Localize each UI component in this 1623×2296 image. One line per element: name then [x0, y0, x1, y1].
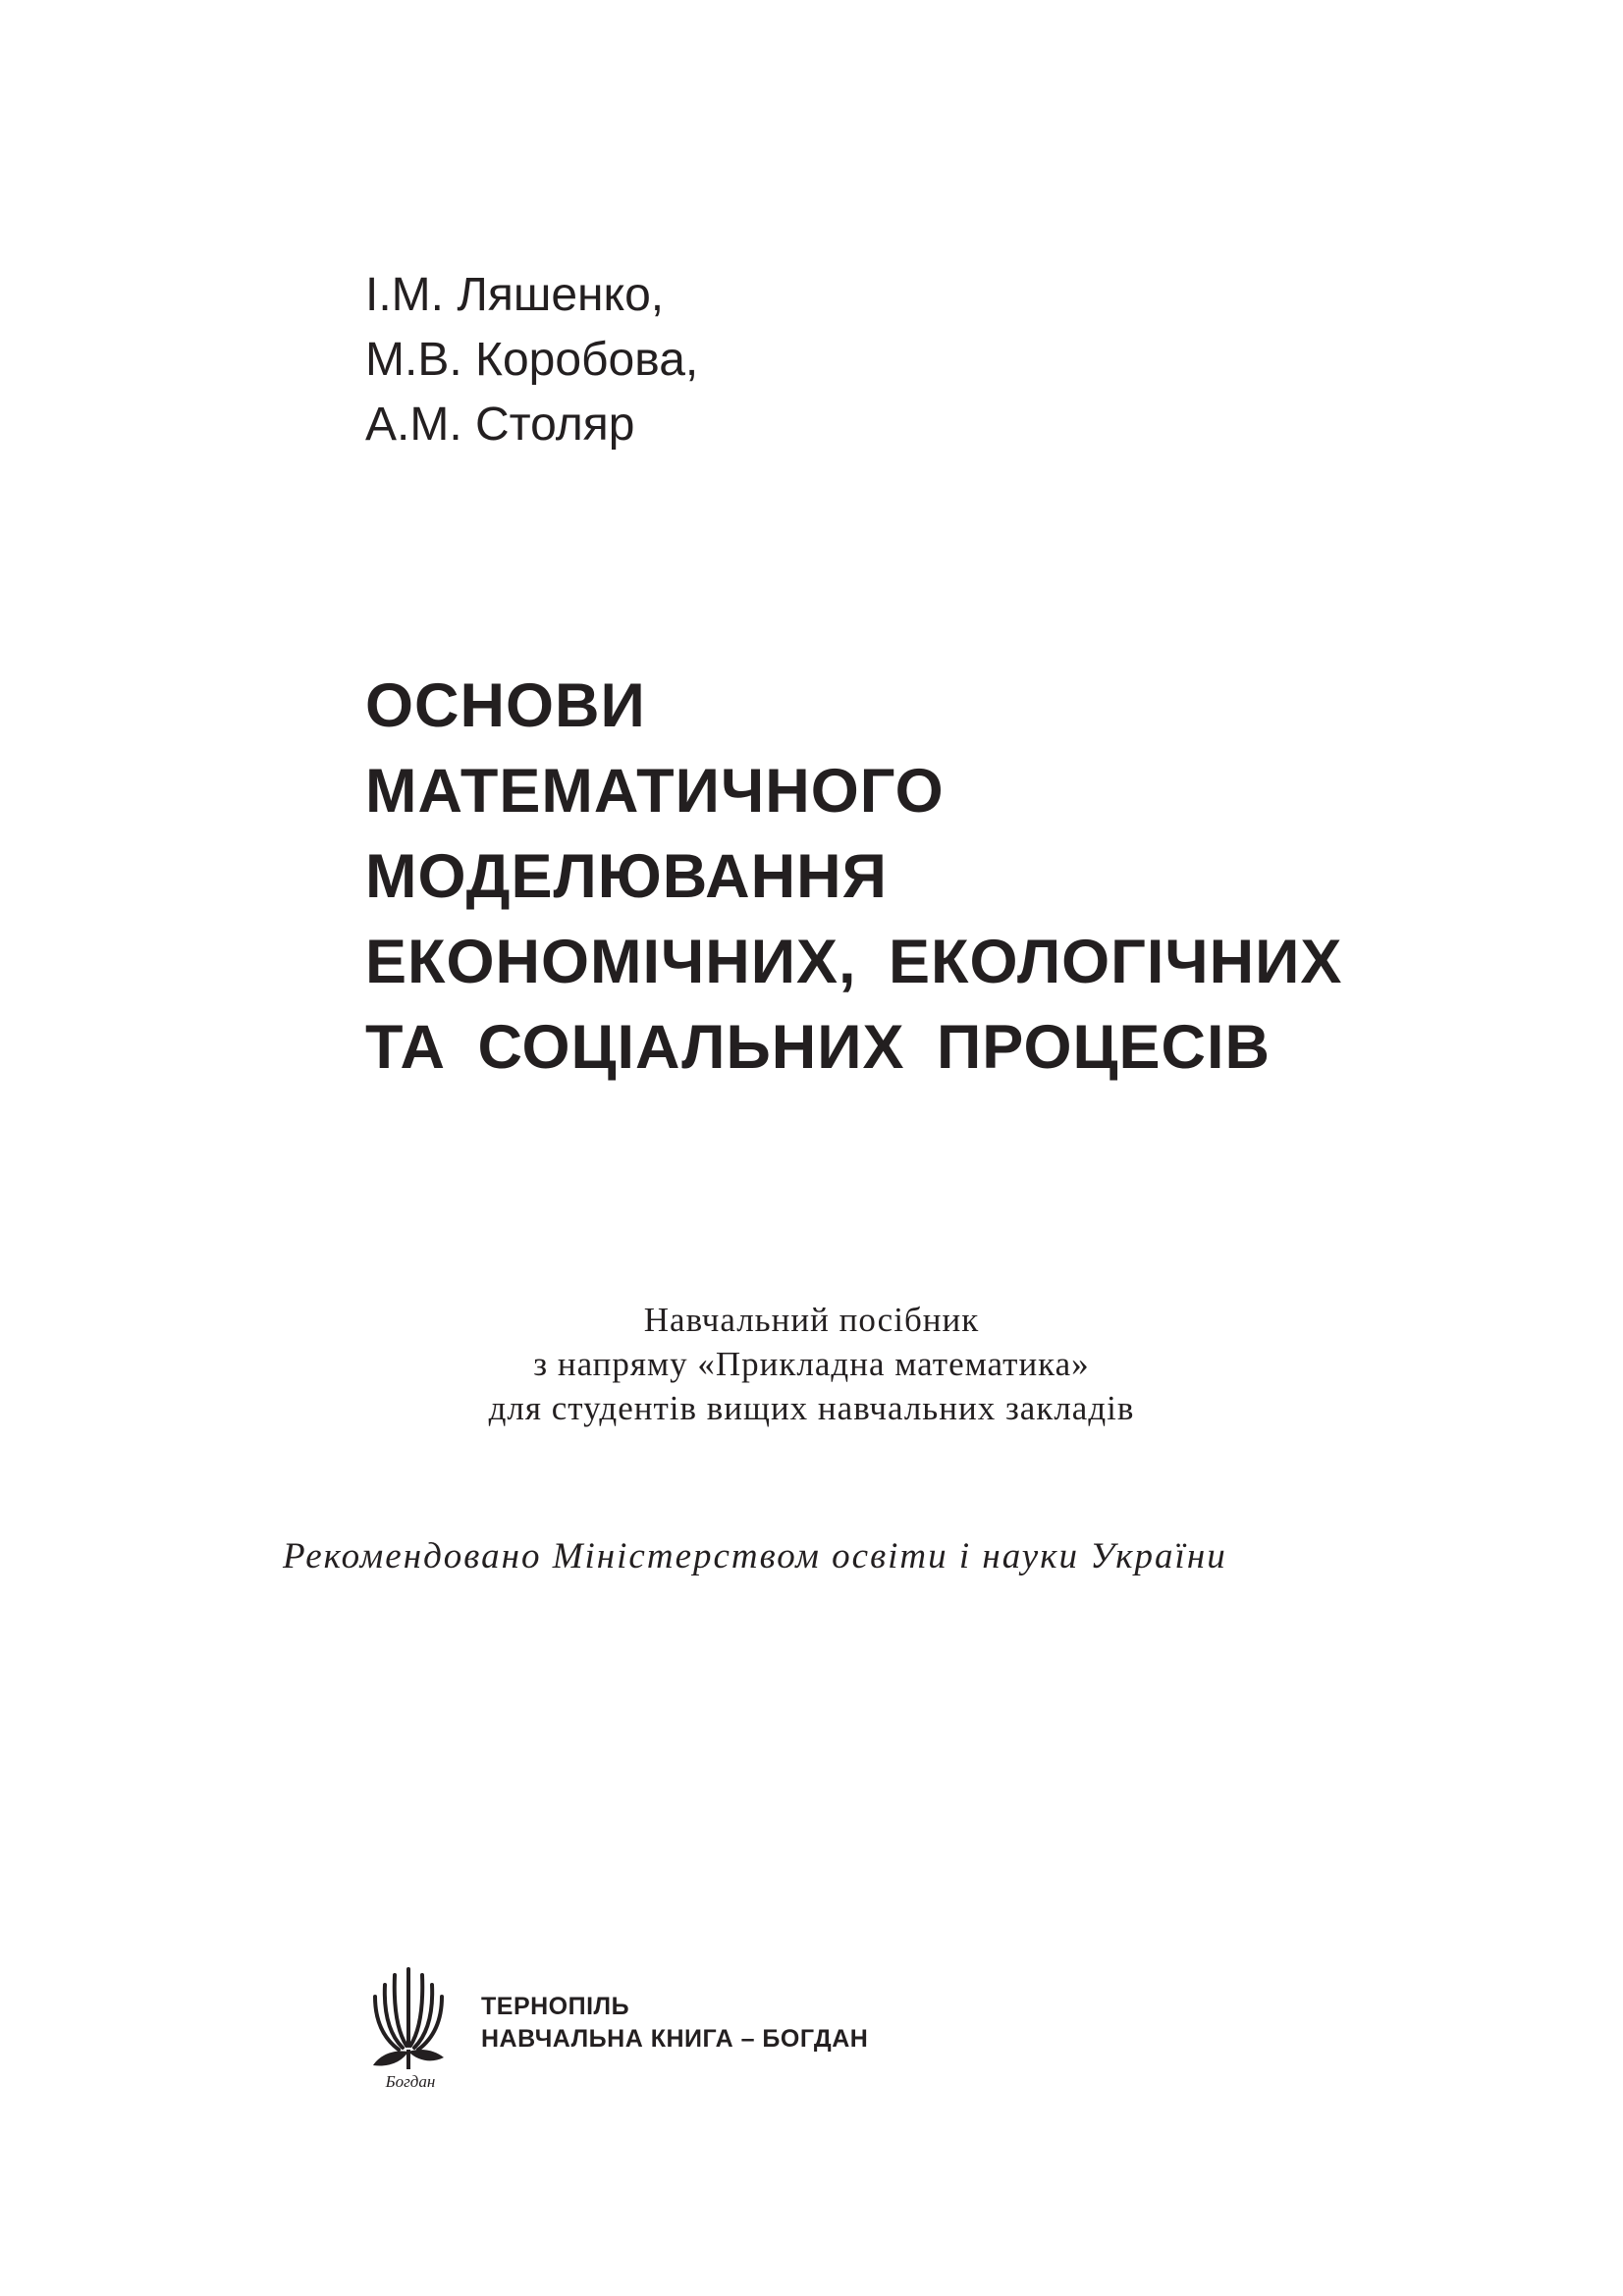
subtitle-line: Навчальний посібник	[643, 1301, 980, 1339]
subtitle-line: з напряму «Прикладна математика»	[533, 1345, 1090, 1383]
title-line: МАТЕМАТИЧНОГО	[365, 757, 945, 826]
title-line: ЕКОНОМІЧНИХ, ЕКОЛОГІЧНИХ	[365, 928, 1343, 996]
title-line: ОСНОВИ	[365, 671, 646, 740]
author-name: І.М. Ляшенко,	[365, 269, 665, 321]
authors-block	[365, 263, 698, 457]
book-subtitle	[0, 1298, 1623, 1430]
book-title	[365, 664, 1342, 1091]
publisher-book-tree-logo-icon	[359, 1955, 461, 2093]
publisher-imprint	[481, 1991, 868, 2056]
subtitle-line: для студентів вищих навчальних закладів	[488, 1389, 1135, 1427]
publisher-name: НАВЧАЛЬНА КНИГА – БОГДАН	[481, 2025, 869, 2053]
publisher-city: ТЕРНОПІЛЬ	[481, 1993, 630, 2020]
title-line: ТА СОЦІАЛЬНИХ ПРОЦЕСІВ	[365, 1013, 1271, 1082]
author-name: М.В. Коробова,	[365, 334, 699, 386]
author-name: А.М. Столяр	[365, 399, 635, 451]
publisher-logo-caption: Богдан	[385, 2072, 436, 2091]
ministry-recommendation: Рекомендовано Міністерством освіти і науки України	[283, 1536, 1227, 1576]
title-line: МОДЕЛЮВАННЯ	[365, 842, 888, 911]
